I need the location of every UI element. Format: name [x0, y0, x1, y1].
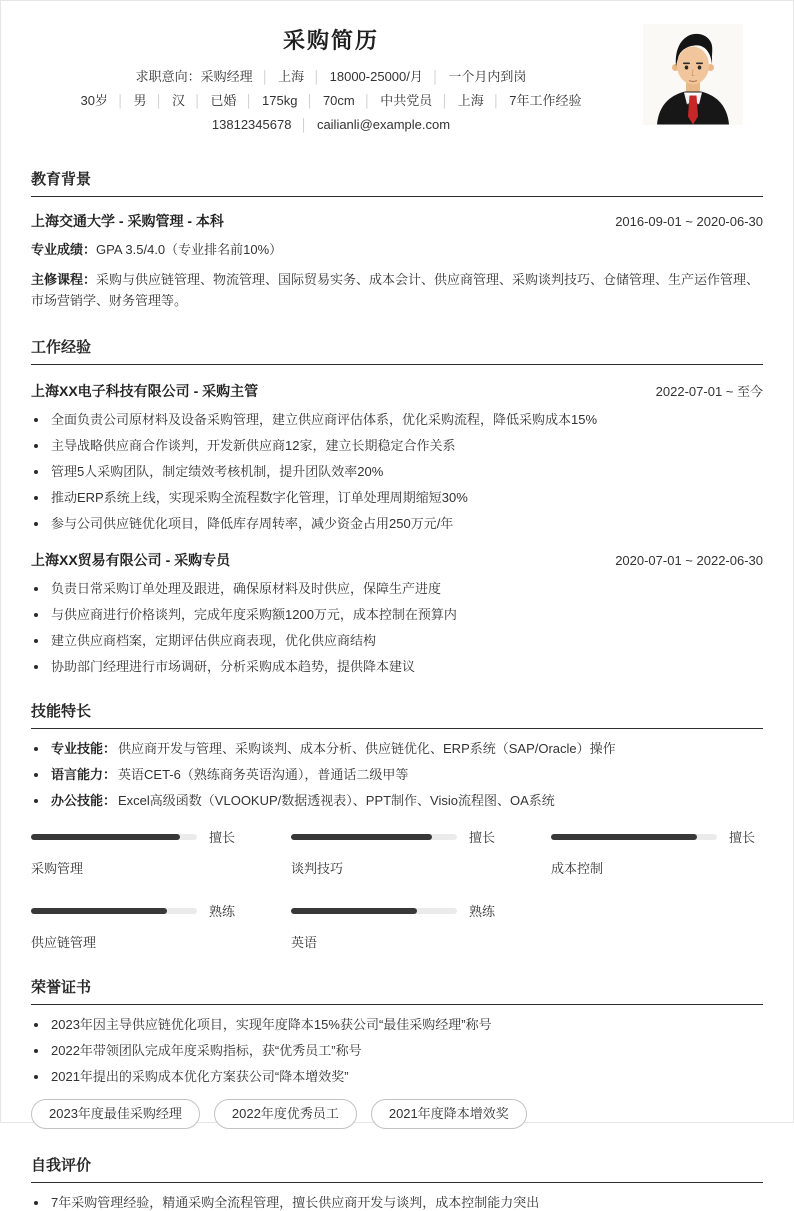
bar-level: 擅长	[209, 830, 236, 845]
skills-heading: 技能特长	[31, 703, 763, 729]
education-heading: 教育背景	[31, 171, 763, 197]
bullet-dot-icon	[34, 773, 38, 777]
bullet-item	[31, 1017, 763, 1033]
bar-name: 供应链管理	[31, 935, 97, 950]
job-date: 2020-07-01 ~ 2022-06-30	[615, 553, 763, 568]
header-text	[31, 27, 631, 133]
section-skills	[31, 703, 763, 951]
section-education	[31, 171, 763, 311]
gpa-value: GPA 3.5/4.0（专业排名前10%）	[96, 242, 283, 257]
section-work	[31, 339, 763, 675]
bullet-item	[31, 464, 763, 480]
bar-name: 采购管理	[31, 861, 84, 876]
bullet-item	[31, 490, 763, 506]
bullet-dot-icon	[34, 665, 38, 669]
info-experience: 7年工作经验	[509, 93, 582, 108]
bullet-item	[31, 793, 763, 809]
bullet-text: 2023年因主导供应链优化项目，实现年度降本15%获公司“最佳采购经理”称号	[51, 1017, 492, 1032]
school-name: 上海交通大学 - 采购管理 - 本科	[31, 213, 224, 229]
bullet-text: 推动ERP系统上线，实现采购全流程数字化管理，订单处理周期缩短30%	[51, 490, 468, 505]
bullet-dot-icon	[34, 587, 38, 591]
intention-salary: 18000-25000/月	[329, 69, 423, 84]
bullet-item	[31, 438, 763, 454]
job-bullets	[31, 412, 763, 532]
bullet-item	[31, 633, 763, 649]
info-ethnicity: 汉	[171, 93, 185, 108]
award-tag: 2022年度优秀员工	[214, 1099, 357, 1129]
section-honors	[31, 979, 763, 1129]
bar-level: 熟练	[209, 904, 236, 919]
job-intention-label: 求职意向：	[135, 69, 201, 84]
bar-name: 成本控制	[551, 861, 604, 876]
bar-track	[31, 834, 197, 840]
bullet-item	[31, 1043, 763, 1059]
bar-name: 英语	[291, 935, 318, 950]
separator: │	[116, 94, 125, 108]
bar-track	[31, 908, 197, 914]
award-tag: 2021年度降本增效奖	[371, 1099, 527, 1129]
bullet-item	[31, 659, 763, 675]
bar-row	[291, 901, 503, 920]
skill-bars	[31, 827, 763, 951]
info-height: 70cm	[322, 93, 355, 108]
bullet-item	[31, 767, 763, 783]
info-age: 30岁	[80, 93, 108, 108]
bullet-item	[31, 1195, 763, 1211]
job-intention-line	[31, 69, 631, 85]
bullet-dot-icon	[34, 1201, 38, 1205]
bullet-text: 负责日常采购订单处理及跟进，确保原材料及时供应，保障生产进度	[51, 581, 442, 596]
bar-fill	[291, 834, 432, 840]
bullet-dot-icon	[34, 444, 38, 448]
bullet-dot-icon	[34, 639, 38, 643]
bullet-text	[51, 741, 616, 757]
bar-row	[31, 827, 243, 846]
separator: │	[441, 94, 449, 108]
avatar-illustration	[643, 24, 743, 125]
info-location: 上海	[457, 93, 484, 108]
job-date: 2022-07-01 ~ 至今	[655, 384, 763, 399]
bullet-item	[31, 412, 763, 428]
bullet-item	[31, 516, 763, 532]
skill-bar	[291, 827, 503, 877]
bar-fill	[551, 834, 697, 840]
honors-bullets	[31, 1017, 763, 1085]
bullet-dot-icon	[34, 418, 38, 422]
job-entry	[31, 381, 763, 532]
skill-bar	[551, 827, 763, 877]
intention-position: 采购经理	[200, 69, 253, 84]
bullet-text: 与供应商进行价格谈判，完成年度采购额1200万元，成本控制在预算内	[51, 607, 457, 622]
courses-value: 采购与供应链管理、物流管理、国际贸易实务、成本会计、供应商管理、采购谈判技巧、仓储管理、生产运作管理、市场营销学、财务管理等。	[31, 272, 760, 308]
bar-fill	[291, 908, 417, 914]
bullet-item	[31, 581, 763, 597]
intention-availability: 一个月内到岗	[448, 69, 527, 84]
separator: │	[313, 70, 321, 84]
job-bullets	[31, 581, 763, 675]
bar-row	[551, 827, 763, 846]
separator: │	[194, 94, 202, 108]
bullet-dot-icon	[34, 496, 38, 500]
separator: │	[155, 94, 163, 108]
bar-fill	[31, 834, 180, 840]
intention-city: 上海	[278, 69, 305, 84]
education-entry	[31, 213, 763, 230]
separator: │	[363, 94, 372, 108]
award-tags	[31, 1099, 763, 1129]
separator: │	[492, 94, 501, 108]
bar-track	[291, 908, 457, 914]
personal-info-line	[31, 93, 631, 109]
separator: │	[300, 118, 308, 132]
evaluation-bullets	[31, 1195, 763, 1211]
bullet-item	[31, 741, 763, 757]
bullet-dot-icon	[34, 1075, 38, 1079]
award-tag: 2023年度最佳采购经理	[31, 1099, 200, 1129]
skill-label: 办公技能：	[51, 793, 117, 808]
email-address: cailianli@example.com	[316, 117, 451, 132]
bar-level: 熟练	[469, 904, 496, 919]
separator: │	[431, 70, 440, 84]
skill-bar	[31, 827, 243, 877]
bar-row	[31, 901, 243, 920]
bullet-text	[51, 767, 408, 783]
job-title-row	[31, 552, 763, 569]
bullet-dot-icon	[34, 522, 38, 526]
bullet-text: 7年采购管理经验，精通采购全流程管理，擅长供应商开发与谈判，成本控制能力突出	[51, 1195, 540, 1210]
bar-row	[291, 827, 503, 846]
company-position: 上海XX电子科技有限公司 - 采购主管	[31, 383, 259, 399]
bullet-dot-icon	[34, 799, 38, 803]
bar-name: 谈判技巧	[291, 861, 344, 876]
bullet-dot-icon	[34, 1049, 38, 1053]
bullet-item	[31, 607, 763, 623]
bullet-text: 协助部门经理进行市场调研，分析采购成本趋势，提供降本建议	[51, 659, 416, 674]
bullet-text: 2021年提出的采购成本优化方案获公司“降本增效奖”	[51, 1069, 349, 1084]
info-political: 中共党员	[380, 93, 433, 108]
info-weight: 175kg	[262, 93, 298, 108]
bullet-text: 参与公司供应链优化项目，降低库存周转率，减少资金占用250万元/年	[51, 516, 454, 531]
bullet-text: 2022年带领团队完成年度采购指标，获“优秀员工”称号	[51, 1043, 362, 1058]
skill-value: Excel高级函数（VLOOKUP/数据透视表）、PPT制作、Visio流程图、OA系统	[118, 793, 555, 808]
skill-label: 语言能力：	[51, 767, 117, 782]
bullet-item	[31, 1069, 763, 1085]
bullet-text: 主导战略供应商合作谈判，开发新供应商12家，建立长期稳定合作关系	[51, 438, 456, 453]
section-evaluation	[31, 1157, 763, 1211]
skills-bullets	[31, 741, 763, 809]
bar-track	[291, 834, 457, 840]
separator: │	[261, 70, 270, 84]
page-title: 采购简历	[282, 28, 379, 53]
separator: │	[245, 94, 254, 108]
job-title-row	[31, 381, 763, 400]
honors-heading: 荣誉证书	[31, 979, 763, 1005]
skill-value: 供应商开发与管理、采购谈判、成本分析、供应链优化、ERP系统（SAP/Oracle）操作	[118, 741, 616, 756]
resume-header	[31, 1, 763, 133]
bar-level: 擅长	[729, 830, 756, 845]
bar-track	[551, 834, 717, 840]
evaluation-heading: 自我评价	[31, 1157, 763, 1183]
bar-level: 擅长	[469, 830, 496, 845]
courses-label: 主修课程：	[31, 272, 97, 287]
work-heading: 工作经验	[31, 339, 763, 365]
job-entry	[31, 552, 763, 675]
separator: │	[306, 94, 314, 108]
info-marital: 已婚	[210, 93, 237, 108]
avatar-photo	[643, 24, 743, 125]
bullet-text	[51, 793, 555, 809]
skill-bar	[31, 901, 243, 951]
phone-number: 13812345678	[211, 117, 292, 132]
gpa-label: 专业成绩：	[31, 242, 97, 257]
contact-line	[31, 117, 631, 133]
education-date: 2016-09-01 ~ 2020-06-30	[615, 214, 763, 229]
company-position: 上海XX贸易有限公司 - 采购专员	[31, 552, 231, 568]
info-gender: 男	[133, 93, 147, 108]
skill-label: 专业技能：	[51, 741, 117, 756]
skill-value: 英语CET-6（熟练商务英语沟通），普通话二级甲等	[118, 767, 409, 782]
bullet-dot-icon	[34, 747, 38, 751]
bar-fill	[31, 908, 167, 914]
bullet-dot-icon	[34, 470, 38, 474]
courses-line	[31, 269, 763, 311]
bullet-dot-icon	[34, 613, 38, 617]
gpa-line	[31, 239, 763, 260]
bullet-text: 全面负责公司原材料及设备采购管理，建立供应商评估体系，优化采购流程，降低采购成本15%	[51, 412, 598, 427]
bullet-text: 建立供应商档案，定期评估供应商表现，优化供应商结构	[51, 633, 377, 648]
bullet-dot-icon	[34, 1023, 38, 1027]
bullet-text: 管理5人采购团队，制定绩效考核机制，提升团队效率20%	[51, 464, 384, 479]
skill-bar	[291, 901, 503, 951]
